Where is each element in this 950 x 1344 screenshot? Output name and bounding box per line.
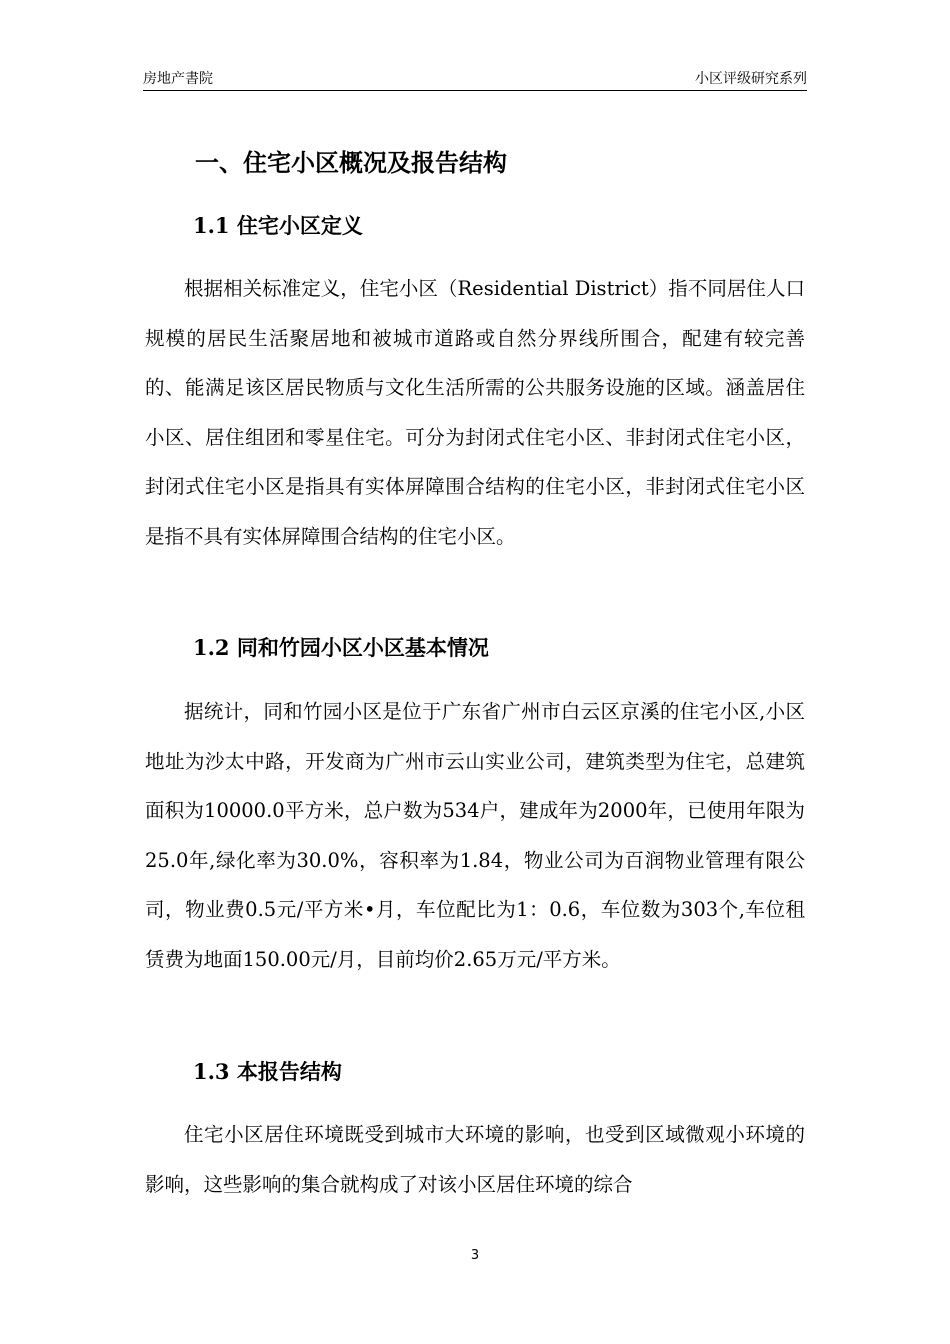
- section-heading-1-1: 1.1 住宅小区定义: [193, 213, 363, 238]
- section-heading-1-3: 1.3 本报告结构: [193, 1059, 342, 1084]
- section-heading-1-2: 1.2 同和竹园小区小区基本情况: [193, 635, 489, 660]
- header-series: 小区评级研究系列: [695, 71, 807, 87]
- section-paragraph-1-3: 住宅小区居住环境既受到城市大环境的影响，也受到区域微观小环境的影响，这些影响的集合就构成了对该小区居住环境的综合: [145, 1123, 805, 1196]
- page-number: 3: [470, 1248, 480, 1263]
- page-header: [143, 66, 807, 91]
- section-paragraph-1-2: 据统计，同和竹园小区是位于广东省广州市白云区京溪的住宅小区,小区地址为沙太中路，开发商为广州市云山实业公司，建筑类型为住宅，总建筑面积为10000.0平方米，总户数为534户，建成年为2000年，已使用年限为25.0年,绿化率为30.0%，容积率为1.84，物业公司为百润物业管理有限公司，物业费0.5元/平方米•月，车位配比为1：0.6，车位数为303个,车位租赁费为地面150.00元/月，目前均价2.65万元/平方米。: [145, 700, 805, 971]
- chapter-title: 一、住宅小区概况及报告结构: [195, 148, 507, 177]
- header-publisher: 房地产書院: [143, 71, 213, 87]
- section-paragraph-1-1: 根据相关标准定义，住宅小区（Residential District）指不同居住人口规模的居民生活聚居地和被城市道路或自然分界线所围合，配建有较完善的、能满足该区居民物质与文化生活所需的公共服务设施的区域。涵盖居住小区、居住组团和零星住宅。可分为封闭式住宅小区、非封闭式住宅小区，封闭式住宅小区是指具有实体屏障围合结构的住宅小区，非封闭式住宅小区是指不具有实体屏障围合结构的住宅小区。: [145, 277, 805, 548]
